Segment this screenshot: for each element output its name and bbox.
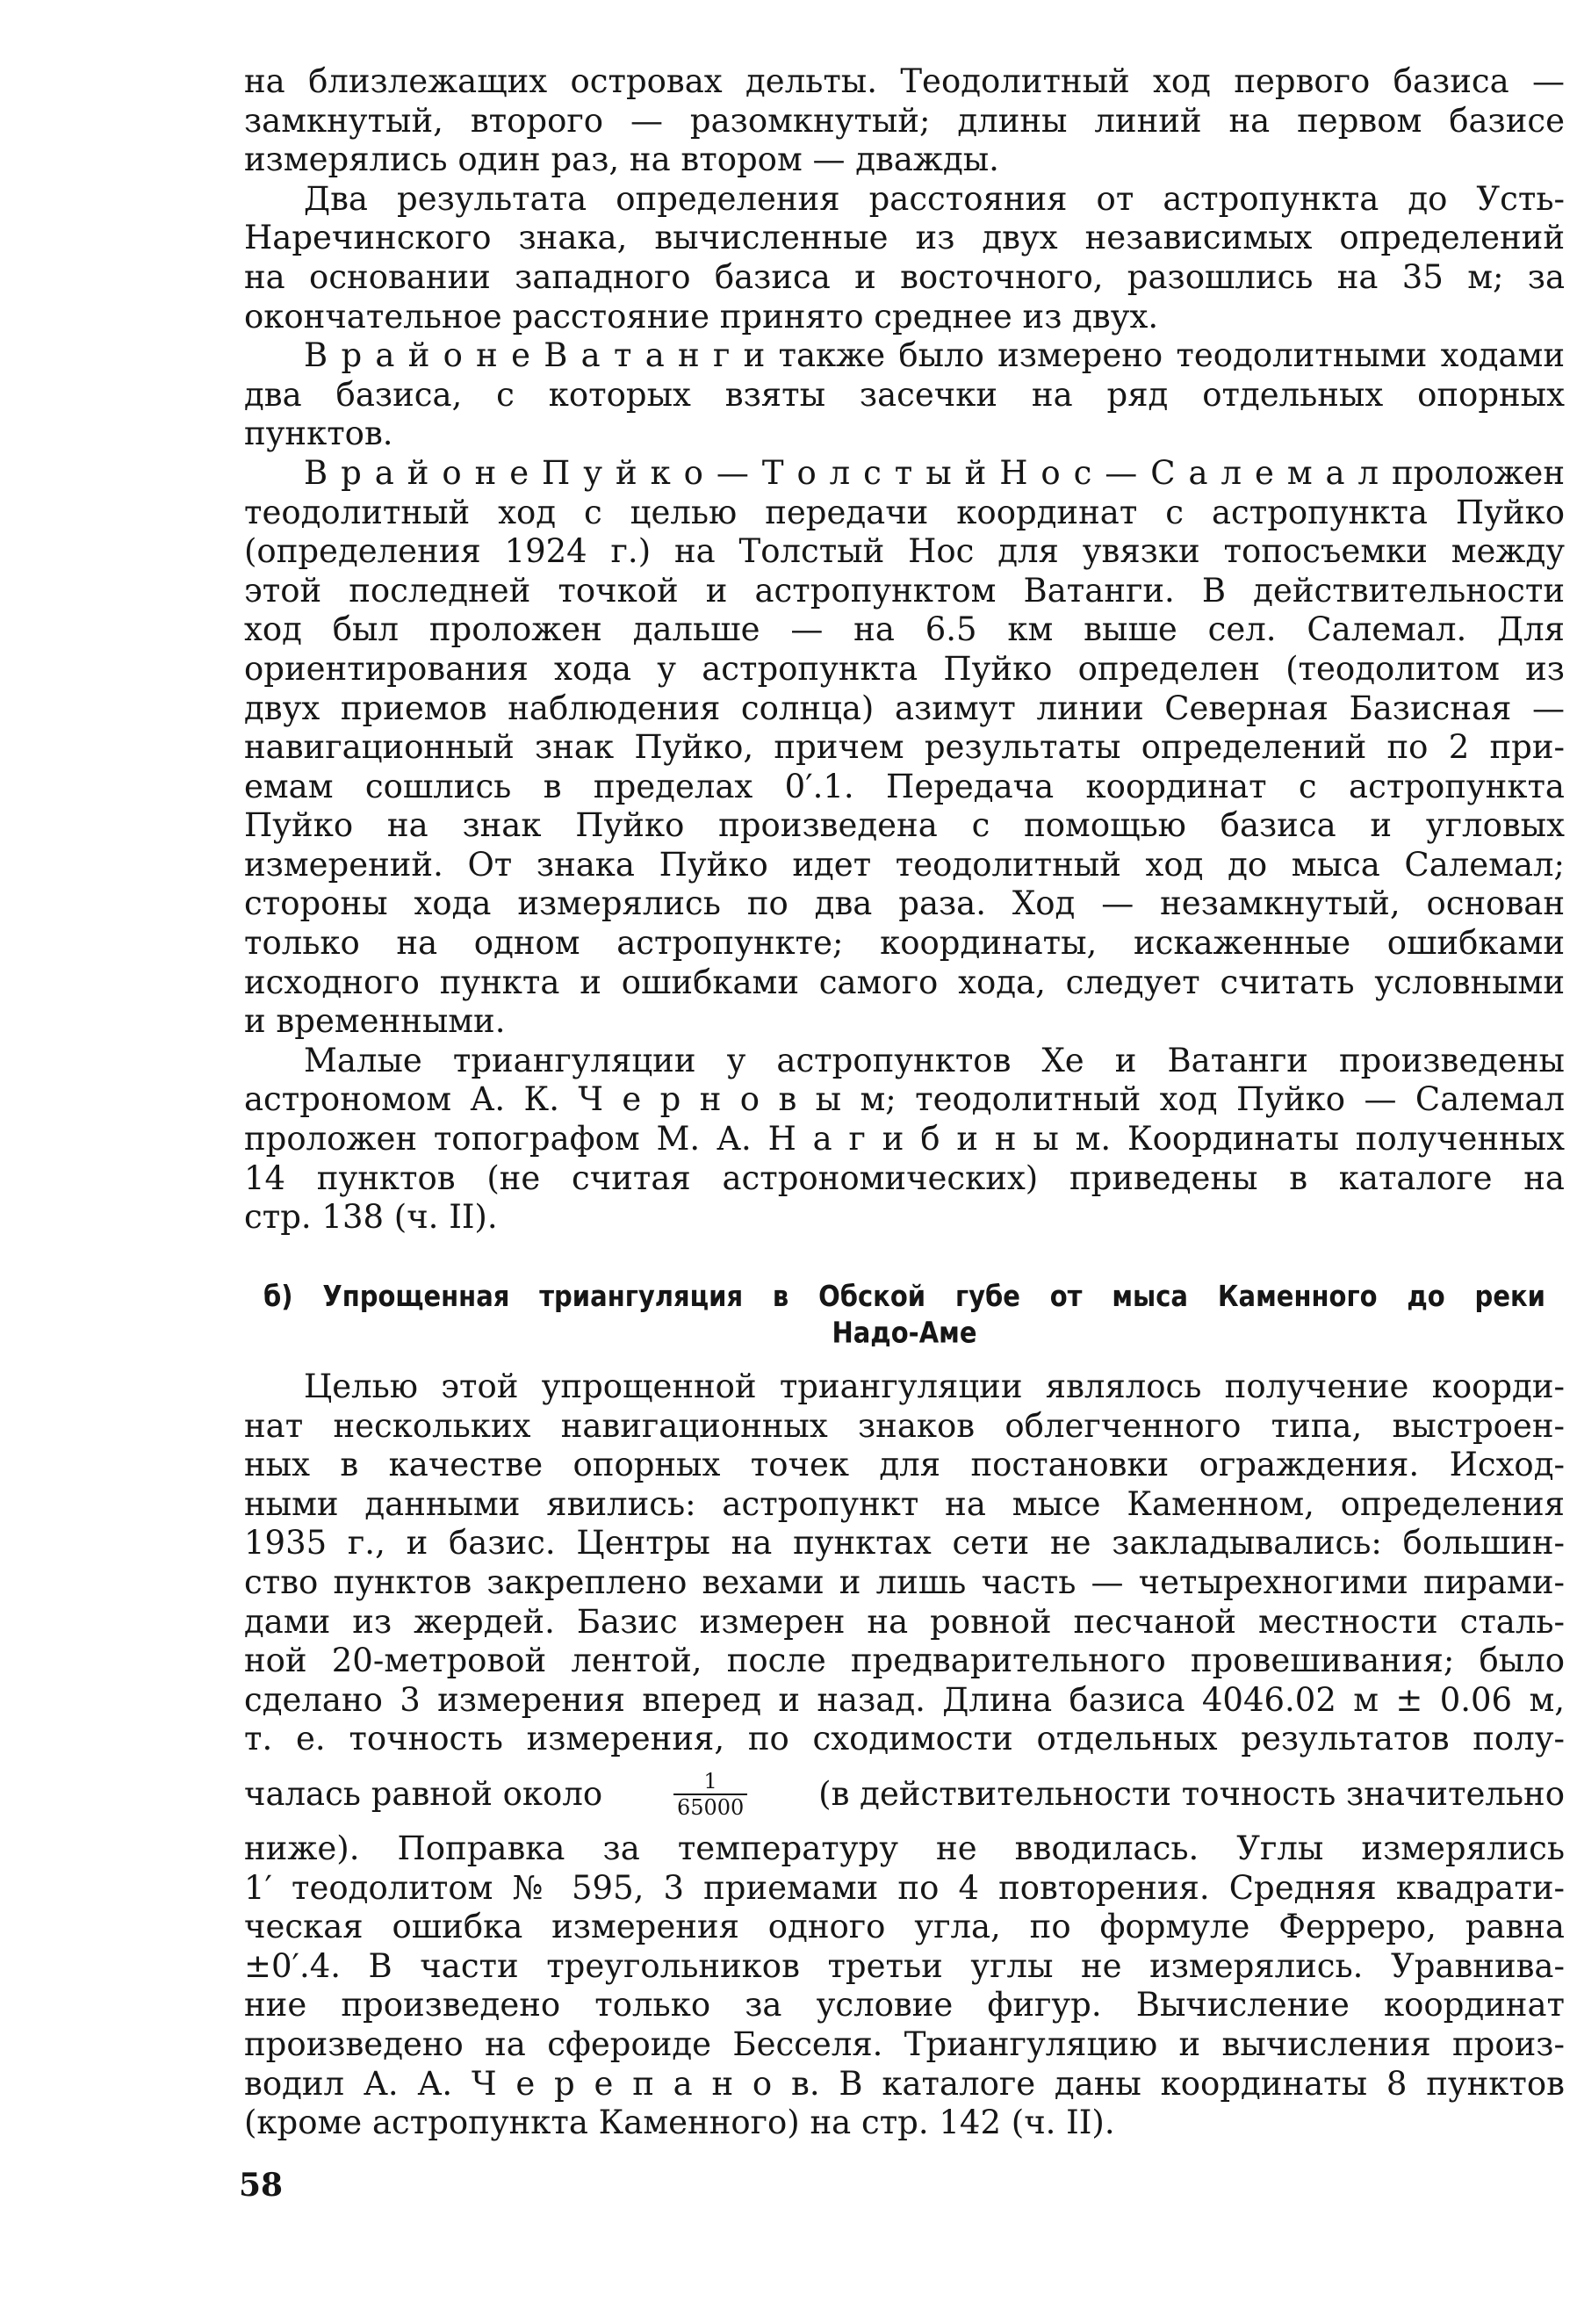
- text-line: этой последней точкой и астропунктом Ватанги. В действительности: [244, 571, 1565, 610]
- text-line: пунктов.: [244, 415, 393, 453]
- fraction-numerator: 1: [703, 1768, 717, 1794]
- text-line: Целью этой упрощенной триангуляции являлось получение коорди-: [304, 1368, 1565, 1405]
- text-line: ными данными явились: астропункт на мысе Каменном, определения: [244, 1484, 1565, 1523]
- section-heading: [263, 1278, 1545, 1351]
- page-number: 58: [239, 2167, 284, 2204]
- text-line: 14 пунктов (не считая астрономических) приведены в каталоге на: [244, 1158, 1565, 1197]
- text-line: Малые триангуляции у астропунктов Хе и Ватанги произведены: [304, 1041, 1565, 1079]
- text-line: водил А. А. Ч е р е п а н о в. В каталоге даны координаты 8 пунктов: [244, 2064, 1565, 2103]
- paragraph: [244, 336, 1565, 454]
- text-line: на близлежащих островах дельты. Теодолитный ход первого базиса —: [244, 62, 1565, 100]
- text-fragment: чалась равной около: [244, 1775, 603, 1814]
- text-line: стр. 138 (ч. II).: [244, 1198, 498, 1237]
- text-line: сделано 3 измерения вперед и назад. Длина базиса 4046.02 м ± 0.06 м,: [244, 1680, 1565, 1719]
- text-line: измерялись один раз, на втором — дважды.: [244, 141, 999, 179]
- fraction-denominator: 65000: [673, 1794, 747, 1820]
- text-line: замкнутый, второго — разомкнутый; длины линий на первом базисе: [244, 101, 1565, 140]
- paragraph: [244, 454, 1565, 1042]
- text-section-upper: [244, 62, 1565, 1238]
- paragraph: [244, 62, 1565, 180]
- text-line: емам сошлись в пределах 0′.1. Передача координат с астропункта: [244, 767, 1565, 805]
- text-line: 1′ теодолитом № 595, 3 приемами по 4 повторения. Средняя квадрати-: [244, 1868, 1565, 1907]
- text-line: навигационный знак Пуйко, причем результаты определений по 2 при-: [244, 728, 1565, 767]
- text-line: на основании западного базиса и восточного, разошлись на 35 м; за: [244, 257, 1565, 296]
- text-line: проложен топографом М. А. Н а г и б и н ы м. Координаты полученных: [244, 1120, 1565, 1158]
- heading-line: б) Упрощенная триангуляция в Обской губе от мыса Каменного до реки: [263, 1279, 1545, 1314]
- fraction: [673, 1769, 747, 1820]
- text-line: (определения 1924 г.) на Толстый Нос для увязки топосъемки между: [244, 532, 1565, 571]
- text-line: дами из жердей. Базис измерен на ровной песчаной местности сталь-: [244, 1602, 1565, 1641]
- text-line: ных в качестве опорных точек для постановки ограждения. Исход-: [244, 1446, 1565, 1484]
- text-line: Наречинского знака, вычисленные из двух независимых определений: [244, 219, 1565, 257]
- text-section-lower: [244, 1368, 1565, 2143]
- text-line: два базиса, с которых взяты засечки на ряд отдельных опорных: [244, 375, 1565, 414]
- text-line: нат нескольких навигационных знаков облегченного типа, выстроен-: [244, 1406, 1565, 1445]
- text-line: ход был проложен дальше — на 6.5 км выше сел. Салемал. Для: [244, 610, 1565, 649]
- text-line: 1935 г., и базис. Центры на пунктах сети не закладывались: большин-: [244, 1524, 1565, 1563]
- heading-line: Надо-Аме: [832, 1315, 977, 1350]
- text-line: Два результата определения расстояния от астропункта до Усть-: [304, 179, 1565, 218]
- text-fragment: (в действительности точность значительно: [818, 1775, 1565, 1814]
- paragraph: [244, 1042, 1565, 1238]
- text-line: (кроме астропункта Каменного) на стр. 142 (ч. II).: [244, 2104, 1115, 2142]
- text-line: ческая ошибка измерения одного угла, по формуле Ферреро, равна: [244, 1908, 1565, 1946]
- text-line: измерений. От знака Пуйко идет теодолитный ход до мыса Салемал;: [244, 845, 1565, 884]
- text-line: теодолитный ход с целью передачи координат с астропункта Пуйко: [244, 493, 1565, 531]
- text-line: ориентирования хода у астропункта Пуйко определен (теодолитом из: [244, 649, 1565, 688]
- text-line: стороны хода измерялись по два раза. Ход — незамкнутый, основан: [244, 884, 1565, 923]
- text-line: ство пунктов закреплено вехами и лишь часть — четырехногими пирами-: [244, 1563, 1565, 1601]
- text-line: ние произведено только за условие фигур. Вычисление координат: [244, 1986, 1565, 2024]
- text-line: двух приемов наблюдения солнца) азимут линии Северная Базисная —: [244, 689, 1565, 727]
- text-line: и временными.: [244, 1002, 506, 1041]
- text-line: окончательное расстояние принято среднее из двух.: [244, 297, 1159, 336]
- text-line: ниже). Поправка за температуру не вводилась. Углы измерялись: [244, 1829, 1565, 1867]
- text-line: ной 20-метровой лентой, после предварительного провешивания; было: [244, 1642, 1565, 1680]
- text-line: Пуйко на знак Пуйко произведена с помощью базиса и угловых: [244, 806, 1565, 845]
- text-line: исходного пункта и ошибками самого хода, следует считать условными: [244, 963, 1565, 1001]
- text-line: только на одном астропункте; координаты, искаженные ошибками: [244, 924, 1565, 963]
- paragraph: [244, 180, 1565, 336]
- text-line: ±0′.4. В части треугольников третьи углы не измерялись. Уравнива-: [244, 1946, 1565, 1985]
- fraction-line: [244, 1759, 1565, 1830]
- text-line: т. е. точность измерения, по сходимости отдельных результатов полу-: [244, 1720, 1565, 1758]
- text-line: произведено на сфероиде Бесселя. Триангуляцию и вычисления произ-: [244, 2024, 1565, 2063]
- text-line: В р а й о н е П у й к о — Т о л с т ы й Н о с — С а л е м а л проложен: [304, 453, 1565, 492]
- text-line: В р а й о н е В а т а н г и также было измерено теодолитными ходами: [304, 336, 1565, 375]
- text-line: астрономом А. К. Ч е р н о в ы м; теодолитный ход Пуйко — Салемал: [244, 1080, 1565, 1119]
